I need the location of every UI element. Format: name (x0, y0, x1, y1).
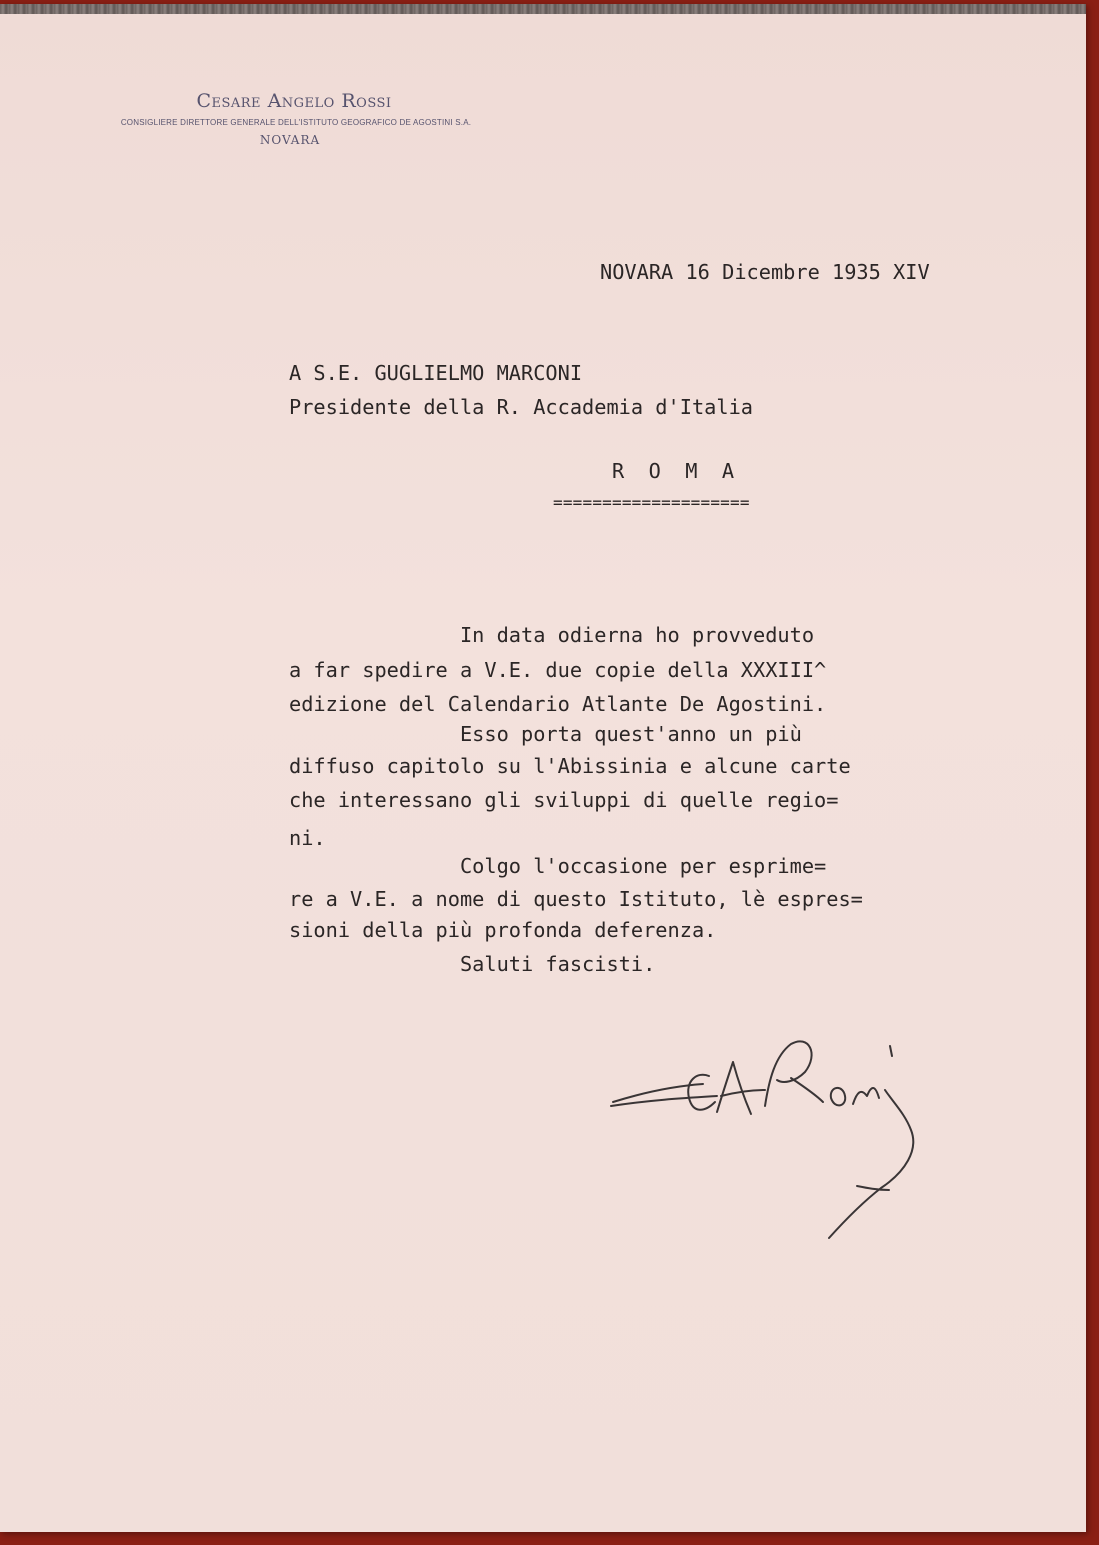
recipient-name: A S.E. GUGLIELMO MARCONI (289, 361, 583, 385)
body-line: diffuso capitolo su l'Abissinia e alcune carte (289, 754, 851, 778)
body-line: Saluti fascisti. (289, 952, 656, 976)
recipient-city: R O M A (612, 459, 735, 483)
recipient-underline: ==================== (553, 493, 750, 512)
handwritten-signature (605, 1026, 925, 1246)
letter-date: NOVARA 16 Dicembre 1935 XIV (600, 260, 930, 284)
letterhead-title: CONSIGLIERE DIRETTORE GENERALE DELL'ISTITUTO GEOGRAFICO DE AGOSTINI S.A. (120, 118, 472, 127)
deckled-top-edge (0, 4, 1086, 14)
body-line: re a V.E. a nome di questo Istituto, lè espres= (289, 887, 863, 911)
letter-sheet (0, 4, 1086, 1532)
body-line: ni. (289, 826, 326, 850)
body-line: a far spedire a V.E. due copie della XXXIII^ (289, 658, 827, 682)
body-line: che interessano gli sviluppi di quelle regio= (289, 788, 839, 812)
body-line: Esso porta quest'anno un più (289, 722, 802, 746)
body-line: edizione del Calendario Atlante De Agostini. (289, 692, 827, 716)
letterhead-city: NOVARA (259, 133, 321, 147)
body-line: Colgo l'occasione per esprime= (289, 854, 827, 878)
letterhead-name: Cesare Angelo Rossi (196, 90, 392, 112)
body-line: sioni della più profonda deferenza. (289, 918, 717, 942)
letterhead (96, 90, 496, 147)
body-line: In data odierna ho provveduto (289, 623, 815, 647)
recipient-title: Presidente della R. Accademia d'Italia (289, 395, 753, 419)
